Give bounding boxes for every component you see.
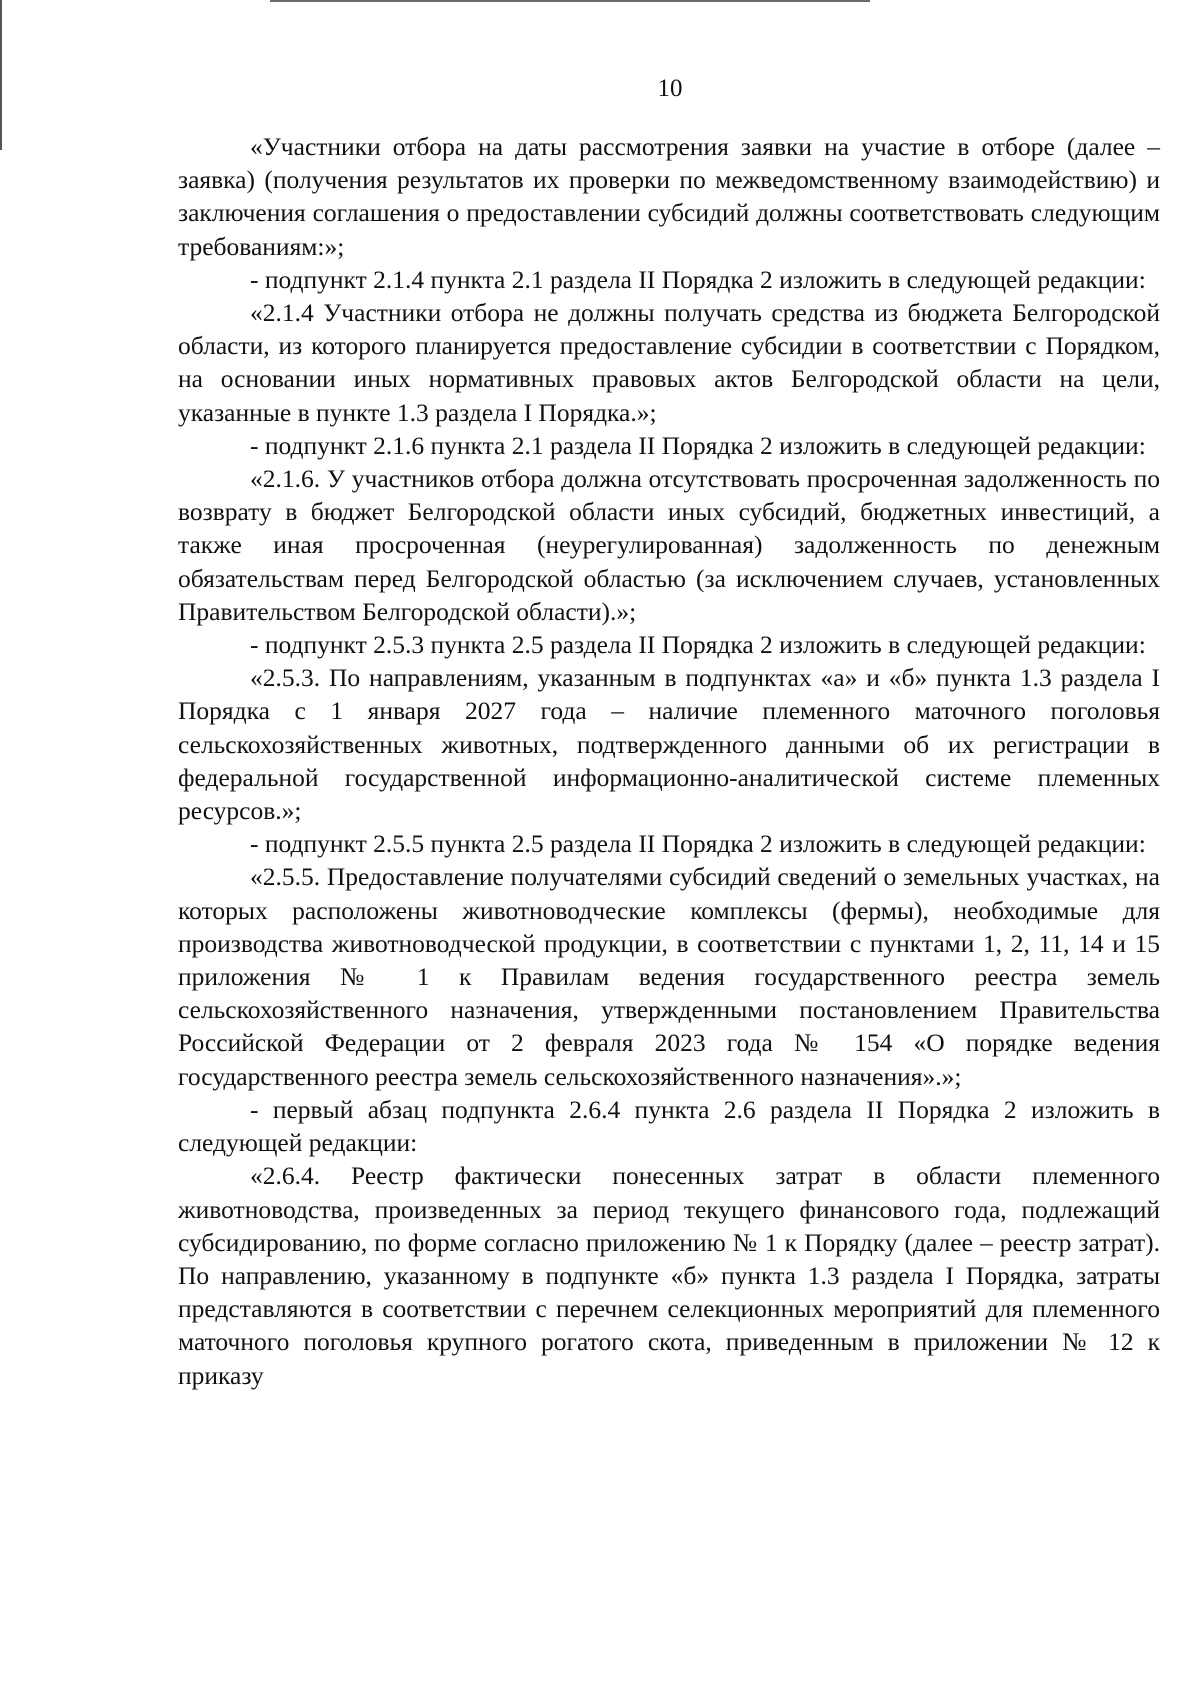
paragraph-clause-2-5-3: «2.5.3. По направлениям, указанным в подпунктах «а» и «б» пункта 1.3 раздела I Порядка с 1 января 2027 года – наличие племенного маточного поголовья сельскохозяйственных животных, подтвержденного данными об их регистрации в федеральной государственной информационно-аналитической системе племенных ресурсов.»; [178, 663, 1160, 826]
paragraph-amend-2-1-6: - подпункт 2.1.6 пункта 2.1 раздела II Порядка 2 изложить в следующей редакции: [250, 430, 1146, 460]
paragraph-clause-2-1-4: «2.1.4 Участники отбора не должны получать средства из бюджета Белгородской области, из которого планируется предоставление субсидии в соответствии с Порядком, на основании иных нормативных правовых актов Белгородской области на цели, указанные в пункте 1.3 раздела I Порядка.»; [178, 298, 1160, 427]
page-number: 10 [657, 75, 683, 102]
paragraph-clause-2-6-4: «2.6.4. Реестр фактически понесенных затрат в области племенного животноводства, произведенных за период текущего финансового года, подлежащий субсидированию, по форме согласно приложению № 1 к Порядку (далее – реестр затрат). По направлению, указанному в подпункте «б» пункта 1.3 раздела I Порядка, затраты представляются в соответствии с перечнем селекционных мероприятий для племенного маточного поголовья крупного рогатого скота, приведенным в приложении № 12 к приказу [178, 1161, 1160, 1390]
paragraph-participants-requirements: «Участники отбора на даты рассмотрения заявки на участие в отборе (далее – заявка) (получения результатов их проверки по межведомственному взаимодействию) и заключения соглашения о предоставлении субсидий должны соответствовать следующим требованиям:»; [178, 132, 1160, 261]
document-body [178, 130, 1160, 1392]
paragraph-amend-2-6-4: - первый абзац подпункта 2.6.4 пункта 2.6 раздела II Порядка 2 изложить в следующей редакции: [178, 1094, 1160, 1158]
paragraph-amend-2-5-3: - подпункт 2.5.3 пункта 2.5 раздела II Порядка 2 изложить в следующей редакции: [250, 630, 1146, 660]
paragraph-clause-2-5-5: «2.5.5. Предоставление получателями субсидий сведений о земельных участках, на которых расположены животноводческие комплексы (фермы), необходимые для производства животноводческой продукции, в соответствии с пунктами 1, 2, 11, 14 и 15 приложения № 1 к Правилам ведения государственного реестра земель сельскохозяйственного назначения, утвержденными постановлением Правительства Российской Федерации от 2 февраля 2023 года № 154 «О порядке ведения государственного реестра земель сельскохозяйственного назначения».»; [178, 862, 1160, 1091]
paragraph-amend-2-1-4: - подпункт 2.1.4 пункта 2.1 раздела II Порядка 2 изложить в следующей редакции: [250, 264, 1146, 294]
paragraph-clause-2-1-6: «2.1.6. У участников отбора должна отсутствовать просроченная задолженность по возврату в бюджет Белгородской области иных субсидий, бюджетных инвестиций, а также иная просроченная (неурегулированная) задолженность по денежным обязательствам перед Белгородской областью (за исключением случаев, установленных Правительством Белгородской области).»; [178, 464, 1160, 626]
top-scan-rule [270, 0, 870, 2]
paragraph-amend-2-5-5: - подпункт 2.5.5 пункта 2.5 раздела II Порядка 2 изложить в следующей редакции: [250, 829, 1146, 859]
